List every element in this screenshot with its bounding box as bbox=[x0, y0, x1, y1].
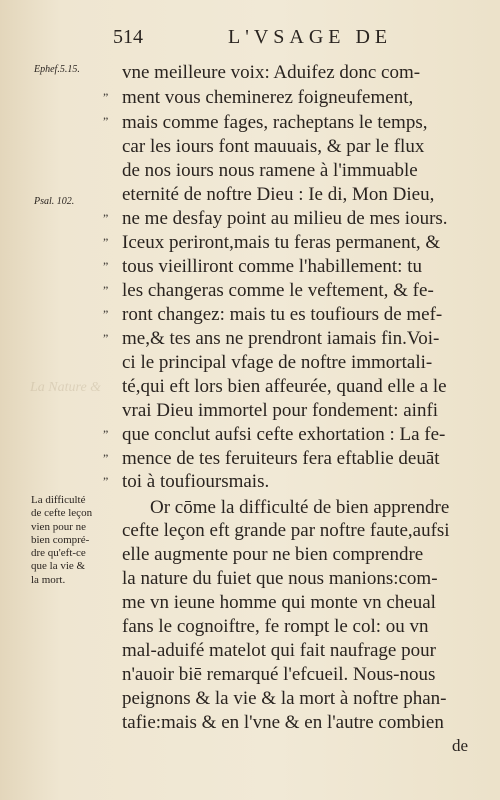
marginal-note bbox=[31, 494, 113, 587]
text-line: car les iours font mauuais, & par le flux bbox=[122, 136, 425, 157]
text-line: tous vieilliront comme l'habillement: tu bbox=[122, 256, 422, 277]
quote-mark: ” bbox=[103, 474, 109, 488]
text-line: ne me desfay point au milieu de mes iours. bbox=[122, 208, 448, 229]
text-line: les changeras comme le veftement, & fe- bbox=[122, 280, 434, 301]
marginal-note-line: que la vie & bbox=[31, 560, 86, 573]
quote-mark: ” bbox=[103, 451, 109, 465]
quote-mark: ” bbox=[103, 114, 109, 128]
quote-mark: ” bbox=[103, 331, 109, 345]
text-line: fans le cognoiftre, fe rompt le col: ou vn bbox=[122, 616, 429, 637]
margin-ref-ephesians: Ephef.5.15. bbox=[34, 64, 80, 75]
quote-mark: ” bbox=[103, 259, 109, 273]
text-line: ci le principal vfage de noftre immortali- bbox=[122, 352, 433, 373]
text-line: de nos iours nous ramene à l'immuable bbox=[122, 160, 418, 181]
text-line: Or cōme la difficulté de bien apprendre bbox=[150, 497, 450, 518]
text-line: ront changez: mais tu es toufiours de mef- bbox=[122, 304, 443, 325]
text-line: té,qui eft lors bien affeurée, quand elle a le bbox=[122, 376, 447, 397]
text-line: cefte leçon eft grande par noftre faute,aufsi bbox=[122, 520, 450, 541]
marginal-note-line: de cefte leçon bbox=[31, 507, 93, 520]
quote-mark: ” bbox=[103, 283, 109, 297]
text-line: vne meilleure voix: Aduifez donc com- bbox=[122, 62, 421, 83]
marginal-note-line: la mort. bbox=[31, 573, 66, 586]
text-line: me,& tes ans ne prendront iamais fin.Voi- bbox=[122, 328, 440, 349]
text-line: que conclut aufsi cefte exhortation : La fe- bbox=[122, 424, 446, 445]
text-line: tafie:mais & en l'vne & en l'autre combien bbox=[122, 712, 444, 733]
marginal-note-line: dre qu'eft-ce bbox=[31, 547, 86, 560]
text-line: peignons & la vie & la mort à noftre phan- bbox=[122, 688, 447, 709]
marginal-note-line: vien pour ne bbox=[31, 520, 86, 533]
text-line: vrai Dieu immortel pour fondement: ainfi bbox=[122, 400, 439, 421]
quote-mark: ” bbox=[103, 307, 109, 321]
catchword: de bbox=[452, 736, 469, 755]
quote-mark: ” bbox=[103, 211, 109, 225]
marginal-note-line: bien compré- bbox=[31, 533, 90, 546]
quote-mark: ” bbox=[103, 90, 109, 104]
text-line: elle augmente pour ne bien comprendre bbox=[122, 544, 424, 565]
text-line: eternité de noftre Dieu : Ie di, Mon Dieu, bbox=[122, 184, 435, 205]
text-line: n'auoir biē remarqué l'efcueil. Nous-nous bbox=[122, 664, 436, 685]
text-line: ment vous cheminerez foigneufement, bbox=[122, 87, 414, 108]
text-line: mence de tes feruiteurs fera eftablie deuāt bbox=[122, 448, 440, 469]
margin-ref-psalm: Psal. 102. bbox=[34, 196, 75, 207]
bleed-through-text: La Nature & bbox=[30, 380, 102, 395]
quote-mark: ” bbox=[103, 235, 109, 249]
page-header bbox=[0, 26, 500, 54]
running-head: L'VSAGE DE bbox=[228, 26, 393, 48]
text-line: Iceux periront,mais tu feras permanent, & bbox=[122, 232, 441, 253]
text-line: toi à toufioursmais. bbox=[122, 471, 270, 492]
quote-mark: ” bbox=[103, 427, 109, 441]
page-number: 514 bbox=[113, 26, 143, 48]
marginal-note-line: La difficulté bbox=[31, 494, 86, 506]
text-line: mais comme fages, racheptans le temps, bbox=[122, 112, 428, 133]
text-line: la nature du fuiet que nous manions:com- bbox=[122, 568, 438, 589]
text-line: me vn ieune homme qui monte vn cheual bbox=[122, 592, 436, 613]
text-line: mal-aduifé matelot qui fait naufrage pour bbox=[122, 640, 436, 661]
